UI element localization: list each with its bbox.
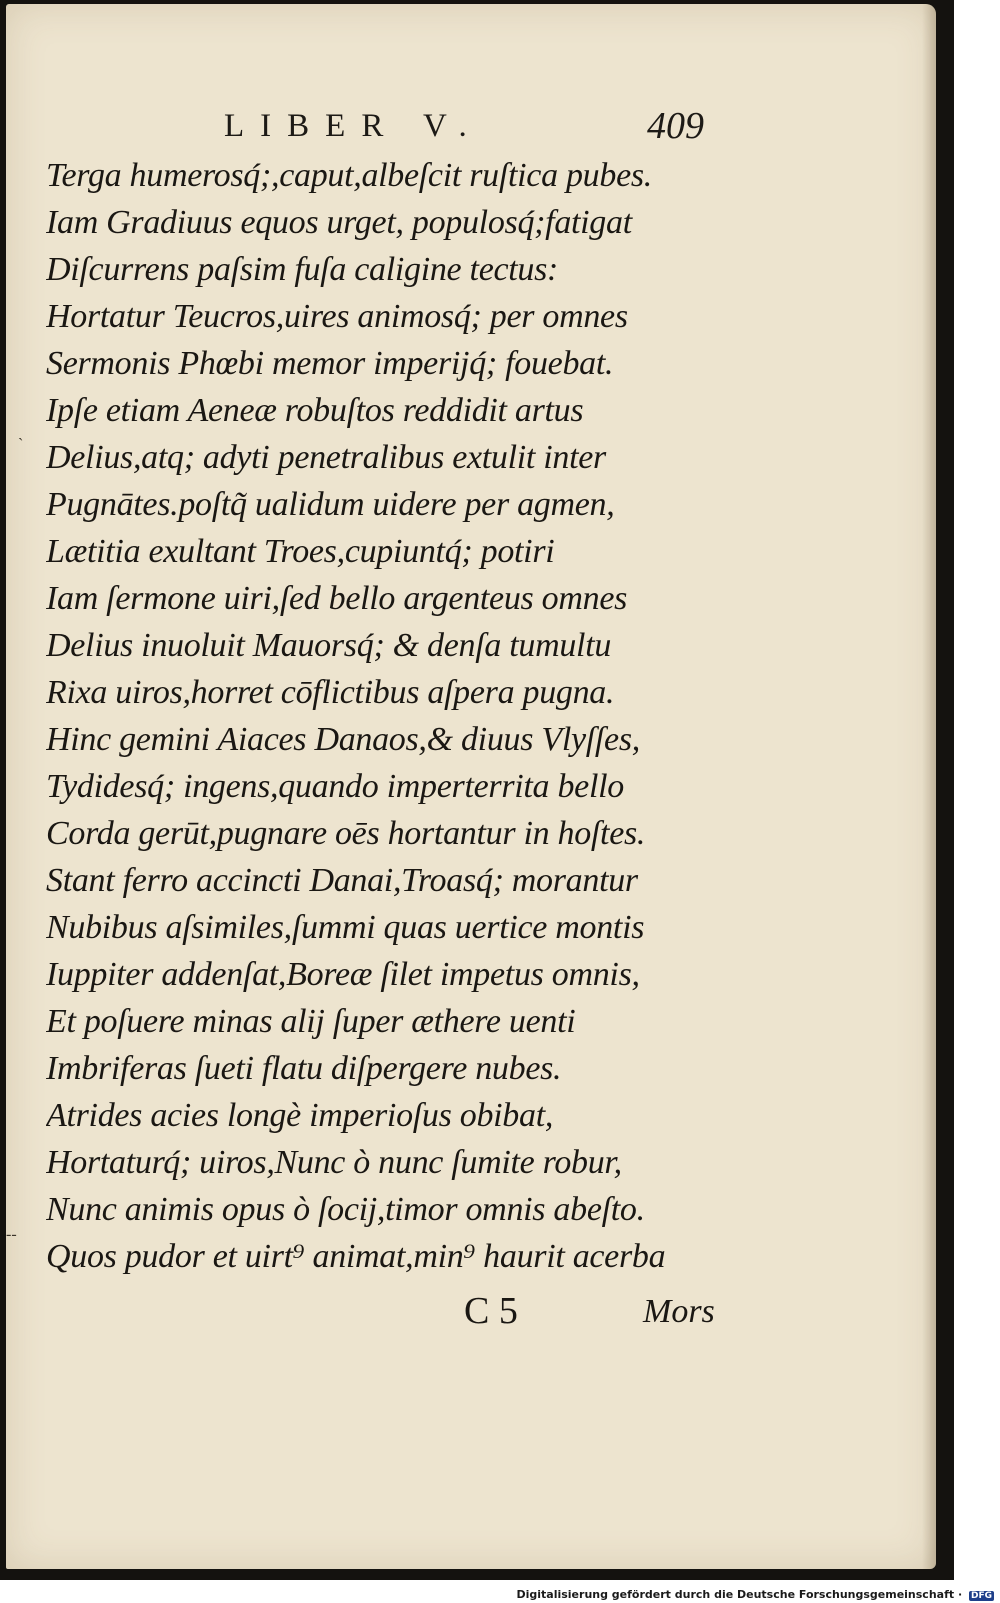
verse-line: Ipſe etiam Aeneæ robuſtos reddidit artus	[46, 392, 584, 429]
verse-line: Pugnātes.poſtq̃ ualidum uidere per agmen,	[46, 486, 615, 523]
verse-line: Stant ferro accincti Danai,Troasq́; morantur	[46, 862, 638, 899]
verse-line: Imbriferas ſueti flatu diſpergere nubes.	[46, 1050, 562, 1087]
verse-line: Hinc gemini Aiaces Danaos,& diuus Vlyſſes,	[46, 721, 640, 758]
book-page	[6, 4, 936, 1569]
verse-line: Terga humerosq́;,caput,albeſcit ruſtica pubes.	[46, 157, 653, 194]
verse-line: Et poſuere minas alij ſuper æthere uenti	[46, 1003, 576, 1040]
verse-line: Delius inuoluit Mauorsq́; & denſa tumultu	[46, 627, 612, 664]
verse-line: Iuppiter addenſat,Boreæ ſilet impetus omnis,	[46, 956, 640, 993]
verse-line: Hortatur Teucros,uires animosq́; per omnes	[46, 298, 628, 335]
verse-text-block	[46, 152, 736, 1280]
catchword: Mors	[643, 1293, 715, 1330]
verse-line: Sermonis Phœbi memor imperijq́; fouebat.	[46, 345, 614, 382]
verse-line: Diſcurrens paſsim fuſa caligine tectus:	[46, 251, 559, 288]
verse-line: Atrides acies longè imperioſus obibat,	[46, 1097, 554, 1134]
verse-line: Nunc animis opus ò ſocij,timor omnis abeſto.	[46, 1191, 645, 1228]
page-number: 409	[647, 105, 704, 147]
verse-line: Lætitia exultant Troes,cupiuntq́; potiri	[46, 533, 555, 570]
verse-line: Hortaturq́; uiros,Nunc ò nunc ſumite robur,	[46, 1144, 622, 1181]
margin-tick-mark: `	[18, 436, 24, 453]
digitization-credit	[516, 1588, 994, 1601]
verse-line: Delius,atq; adyti penetralibus extulit inter	[46, 439, 606, 476]
verse-line: Nubibus aſsimiles,ſummi quas uertice montis	[46, 909, 645, 946]
signature-mark: C 5	[464, 1290, 518, 1332]
verse-line: Iam ſermone uiri,ſed bello argenteus omnes	[46, 580, 628, 617]
verse-line: Tydidesq́; ingens,quando imperterrita bello	[46, 768, 624, 805]
running-title: LIBER V.	[224, 108, 483, 144]
verse-line: Corda gerūt,pugnare oēs hortantur in hoſtes.	[46, 815, 646, 852]
credit-text: Digitalisierung gefördert durch die Deutsche Forschungsgemeinschaft ·	[516, 1588, 963, 1601]
page-footer	[6, 1289, 936, 1349]
verse-line: Rixa uiros,horret cōflictibus aſpera pugna.	[46, 674, 615, 711]
verse-line: Iam Gradiuus equos urget, populosq́;fatigat	[46, 204, 632, 241]
margin-dash-mark: --	[6, 1226, 17, 1243]
dfg-logo-icon: DFG	[970, 1591, 992, 1601]
verse-line: Quos pudor et uirt⁹ animat,min⁹ haurit acerba	[46, 1238, 666, 1275]
